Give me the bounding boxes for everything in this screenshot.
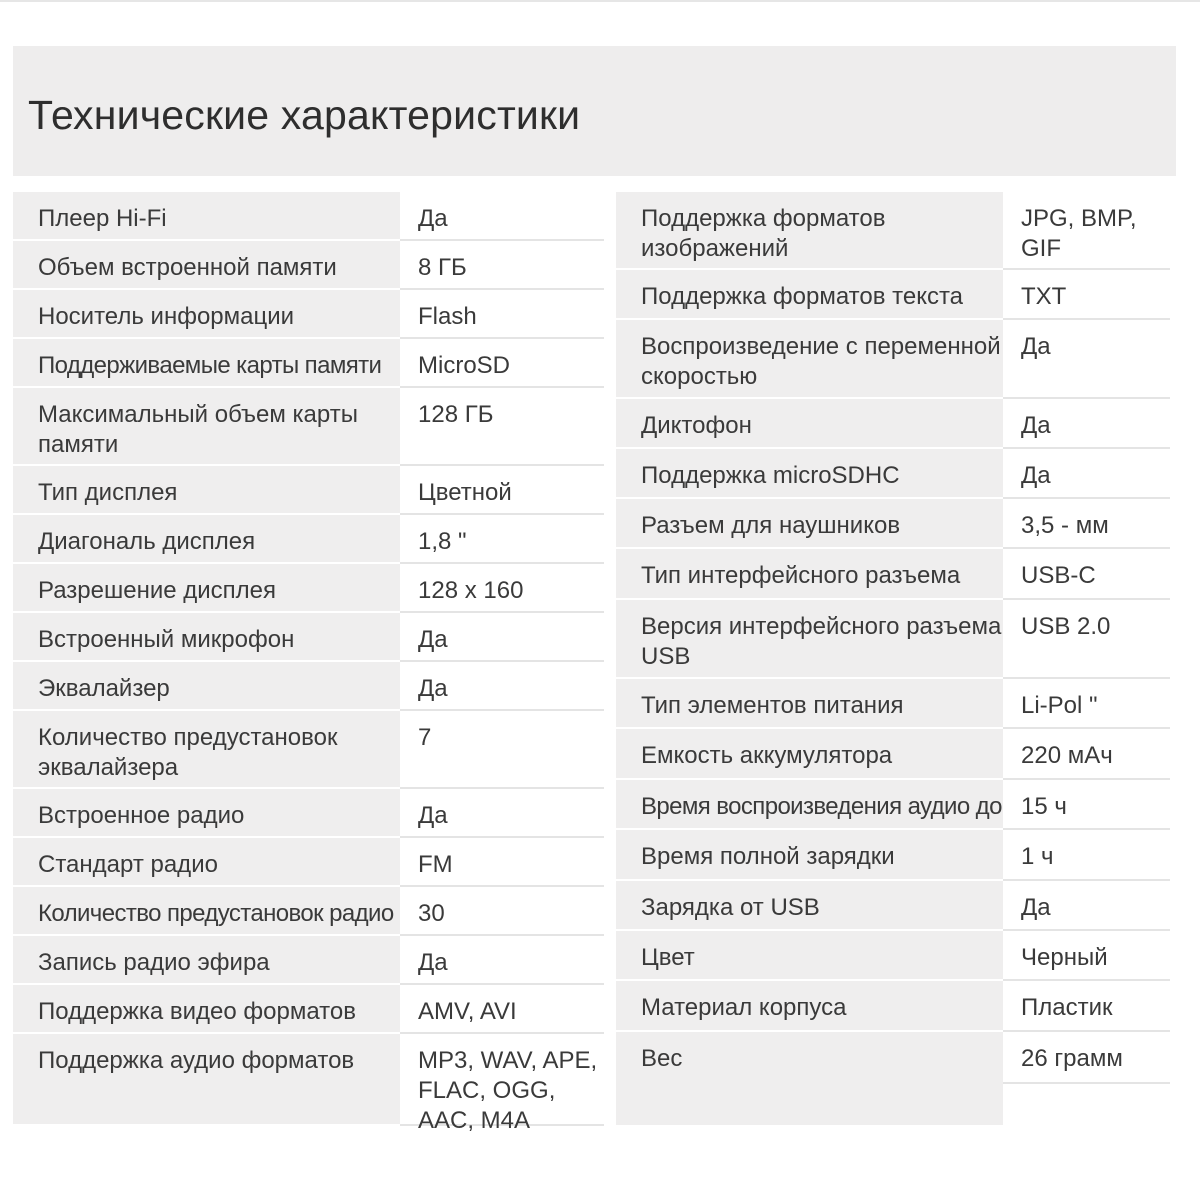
spec-label: Вес bbox=[616, 1032, 1003, 1084]
spec-label: Материал корпуса bbox=[616, 981, 1003, 1032]
spec-label: Емкость аккумулятора bbox=[616, 729, 1003, 780]
spec-label: Время воспроизведения аудио до bbox=[616, 780, 1003, 830]
spec-label: Цвет bbox=[616, 931, 1003, 981]
spec-value: MicroSD bbox=[400, 339, 604, 388]
spec-row bbox=[616, 729, 1170, 780]
spec-value: Пластик bbox=[1003, 981, 1170, 1032]
spec-value: 1 ч bbox=[1003, 830, 1170, 881]
spec-row bbox=[13, 662, 604, 711]
spec-row bbox=[616, 549, 1170, 600]
spec-label: Встроенный микрофон bbox=[13, 613, 400, 662]
spec-value: Да bbox=[1003, 881, 1170, 931]
spec-label: Максимальный объем карты памяти bbox=[13, 388, 400, 466]
spec-value: Цветной bbox=[400, 466, 604, 515]
spec-row bbox=[616, 981, 1170, 1032]
spec-table-right-filler bbox=[616, 1082, 1003, 1125]
spec-label: Разъем для наушников bbox=[616, 499, 1003, 549]
spec-value: JPG, BMP, GIF bbox=[1003, 192, 1170, 270]
spec-row bbox=[616, 320, 1170, 399]
spec-value: FM bbox=[400, 838, 604, 887]
spec-label: Поддержка видео форматов bbox=[13, 985, 400, 1034]
spec-row bbox=[13, 290, 604, 339]
spec-row bbox=[616, 399, 1170, 449]
spec-label: Запись радио эфира bbox=[13, 936, 400, 985]
spec-row bbox=[13, 192, 604, 241]
spec-value: 26 грамм bbox=[1003, 1032, 1170, 1084]
spec-row bbox=[616, 499, 1170, 549]
spec-row bbox=[13, 388, 604, 466]
spec-value: Да bbox=[400, 192, 604, 241]
spec-value: Да bbox=[1003, 449, 1170, 499]
spec-value: 128 x 160 bbox=[400, 564, 604, 613]
spec-row bbox=[13, 613, 604, 662]
page-header bbox=[13, 46, 1176, 176]
spec-row bbox=[13, 564, 604, 613]
spec-value: 128 ГБ bbox=[400, 388, 604, 466]
spec-value: MP3, WAV, APE, FLAC, OGG, AAC, M4A bbox=[400, 1034, 604, 1126]
spec-row bbox=[13, 838, 604, 887]
spec-label: Количество предустановок эквалайзера bbox=[13, 711, 400, 789]
spec-label: Объем встроенной памяти bbox=[13, 241, 400, 290]
spec-row bbox=[616, 449, 1170, 499]
spec-value: Да bbox=[1003, 399, 1170, 449]
spec-label: Тип элементов питания bbox=[616, 679, 1003, 729]
spec-row bbox=[13, 936, 604, 985]
spec-label: Поддерживаемые карты памяти bbox=[13, 339, 400, 388]
spec-row bbox=[616, 1032, 1170, 1084]
spec-row bbox=[13, 466, 604, 515]
spec-row bbox=[13, 887, 604, 936]
spec-label: Поддержка форматов изображений bbox=[616, 192, 1003, 270]
spec-row bbox=[616, 270, 1170, 320]
spec-value: Да bbox=[400, 936, 604, 985]
spec-value: TXT bbox=[1003, 270, 1170, 320]
spec-label: Носитель информации bbox=[13, 290, 400, 339]
spec-row bbox=[13, 711, 604, 789]
spec-row bbox=[616, 881, 1170, 931]
spec-value: USB 2.0 bbox=[1003, 600, 1170, 679]
spec-value: 3,5 - мм bbox=[1003, 499, 1170, 549]
spec-table-right bbox=[616, 192, 1170, 1084]
spec-row bbox=[616, 679, 1170, 729]
spec-value: Да bbox=[400, 789, 604, 838]
spec-row bbox=[13, 789, 604, 838]
spec-value: 8 ГБ bbox=[400, 241, 604, 290]
spec-value: Да bbox=[400, 662, 604, 711]
page-title: Технические характеристики bbox=[28, 92, 581, 138]
spec-row bbox=[616, 931, 1170, 981]
spec-value: USB-C bbox=[1003, 549, 1170, 600]
spec-label: Воспроизведение с переменной скоростью bbox=[616, 320, 1003, 399]
spec-label: Тип дисплея bbox=[13, 466, 400, 515]
spec-row bbox=[13, 1034, 604, 1134]
spec-value: Flash bbox=[400, 290, 604, 339]
spec-label: Диктофон bbox=[616, 399, 1003, 449]
spec-value: Черный bbox=[1003, 931, 1170, 981]
top-divider bbox=[0, 0, 1200, 2]
spec-label: Стандарт радио bbox=[13, 838, 400, 887]
spec-value: 1,8 " bbox=[400, 515, 604, 564]
spec-label: Зарядка от USB bbox=[616, 881, 1003, 931]
spec-row bbox=[616, 830, 1170, 881]
spec-label: Поддержка microSDHC bbox=[616, 449, 1003, 499]
spec-label: Версия интерфейсного разъема USB bbox=[616, 600, 1003, 679]
spec-row bbox=[616, 192, 1170, 270]
spec-label: Встроенное радио bbox=[13, 789, 400, 838]
spec-value: 220 мАч bbox=[1003, 729, 1170, 780]
spec-value: Да bbox=[400, 613, 604, 662]
spec-row bbox=[13, 985, 604, 1034]
spec-label: Поддержка аудио форматов bbox=[13, 1034, 400, 1126]
spec-label: Поддержка форматов текста bbox=[616, 270, 1003, 320]
spec-value: Li-Pol " bbox=[1003, 679, 1170, 729]
spec-value: Да bbox=[1003, 320, 1170, 399]
spec-row bbox=[13, 241, 604, 290]
spec-label: Плеер Hi-Fi bbox=[13, 192, 400, 241]
spec-row bbox=[616, 600, 1170, 679]
spec-label: Тип интерфейсного разъема bbox=[616, 549, 1003, 600]
spec-label: Диагональ дисплея bbox=[13, 515, 400, 564]
spec-label: Количество предустановок радио bbox=[13, 887, 400, 936]
spec-table-left bbox=[13, 192, 604, 1134]
spec-row bbox=[13, 339, 604, 388]
spec-label: Разрешение дисплея bbox=[13, 564, 400, 613]
spec-label: Эквалайзер bbox=[13, 662, 400, 711]
spec-label: Время полной зарядки bbox=[616, 830, 1003, 881]
spec-value: 7 bbox=[400, 711, 604, 789]
spec-value: 30 bbox=[400, 887, 604, 936]
spec-value: 15 ч bbox=[1003, 780, 1170, 830]
spec-row bbox=[616, 780, 1170, 830]
spec-value: AMV, AVI bbox=[400, 985, 604, 1034]
spec-row bbox=[13, 515, 604, 564]
